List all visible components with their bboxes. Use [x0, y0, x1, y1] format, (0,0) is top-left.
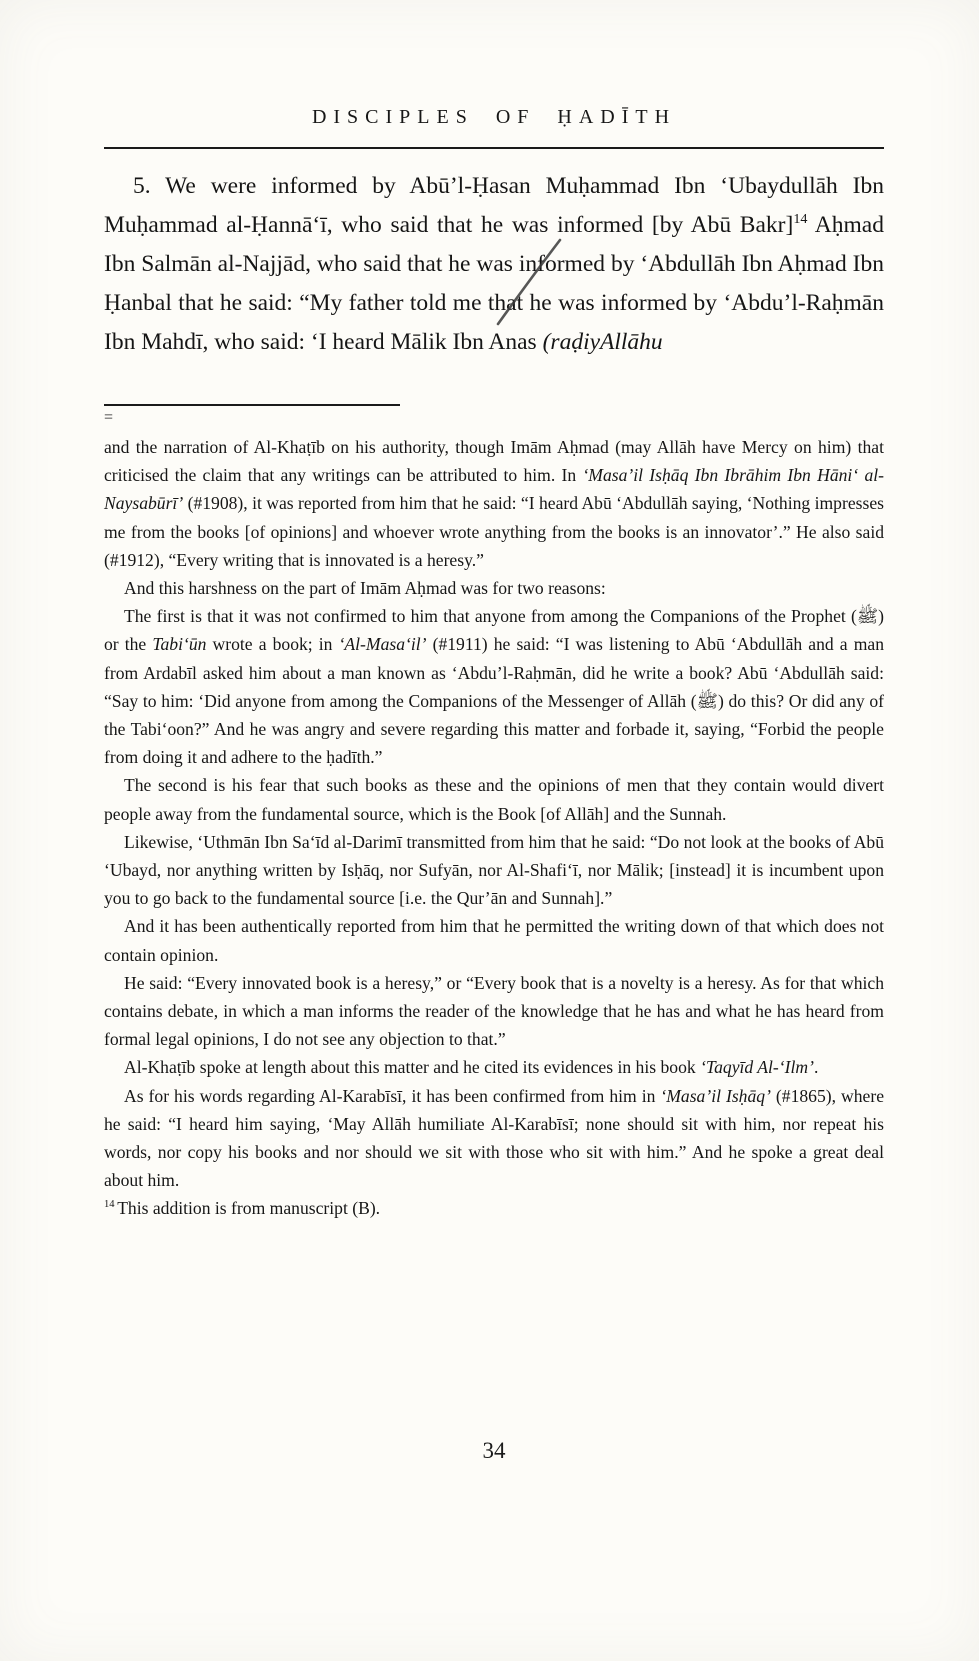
text-run: Al-Khaṭīb spoke at length about this matter and he cited its evidences in his book — [124, 1057, 701, 1078]
text-run: And it has been authentically reported from him that he permitted the writing down of that which does not contain opinion. — [104, 916, 884, 965]
text-run: Likewise, ‘Uthmān Ibn Sa‘īd al-Darimī transmitted from him that he said: “Do not look at the books of Abū ‘Ubayd, nor anything written by Isḥāq, nor Sufyān, nor Al-Shafi‘ī, nor Mālik; [instead] it is incumbent upon you to go back to the fundamental source [i.e. the Qur’ān and Sunnah].” — [104, 831, 884, 909]
text-run: This addition is from manuscript (B). — [117, 1198, 381, 1219]
running-header: DISCIPLES OF ḤADĪTH — [311, 106, 677, 128]
main-paragraph — [104, 167, 884, 362]
footnote-paragraph — [104, 1082, 884, 1195]
italic-title-run: ‘Masa’il Isḥāq Ibn Ibrāhim Ibn Hāni‘ al-Naysabūrī’ — [104, 465, 884, 514]
text-run: wrote a book; in — [206, 634, 339, 655]
footnote-reference: 14 — [793, 211, 808, 228]
header-rule — [104, 147, 884, 149]
text-run: and the narration of Al-Khaṭīb on his authority, though Imām Aḥmad (may Allāh have Mercy on him) that criticised the claim that any writings can be attributed to him. In — [104, 437, 884, 486]
text-run: The first is that it was not confirmed to him that anyone from among the Companions of the Prophet (ﷺ) or the — [104, 606, 884, 655]
footnote-paragraph — [104, 969, 884, 1054]
text-run: (#1911) he said: “I was listening to Abū ‘Abdullāh and a man from Ardabīl asked him about a man known as ‘Abdu’l-Raḥmān, did he write a book? Abū ‘Abdullāh said: “Say to him: ‘Did anyone from among the Companions of the Messenger of Allāh (ﷺ) do this? Or did any of the Tabi‘oon?” And he was angry and severe regarding this matter and forbade it, saying, “Forbid the people from doing it and adhere to the ḥadīth.” — [104, 634, 885, 768]
italic-title-run: (raḍiyAllāhu — [542, 329, 663, 355]
footnote-text — [104, 433, 884, 1223]
text-run: 5. We were informed by Abū’l-Ḥasan Muḥammad Ibn ‘Ubaydullāh Ibn Muḥammad al-Ḥannā‘ī, who said that he was informed [by Abū Bakr] — [104, 173, 884, 238]
italic-title-run: ‘Masa’il Isḥāq’ — [660, 1085, 771, 1106]
text-run: The second is his fear that such books as these and the opinions of men that they contain would divert people away from the fundamental source, which is the Book [of Allāh] and the Sunnah. — [104, 775, 884, 824]
footnote-paragraph — [104, 828, 884, 913]
text-run: As for his words regarding Al-Karabīsī, it has been confirmed from him in — [124, 1085, 661, 1106]
footnote-paragraph — [104, 912, 884, 968]
footnote-paragraph — [104, 771, 884, 827]
footnote-continuation-marker: = — [104, 409, 114, 426]
text-run: (#1865), where he said: “I heard him saying, ‘May Allāh humiliate Al-Karabīsī; none should sit with him, nor repeat his words, nor copy his books and nor should we sit with those who sit with him.” And he spoke a great deal about him. — [104, 1085, 884, 1191]
text-run: (#1908), it was reported from him that he said: “I heard Abū ‘Abdullāh saying, ‘Nothing impresses me from the books [of opinions] and whoever wrote anything from the books is an innovator’.” He also said (#1912), “Every writing that is innovated is a heresy.” — [104, 493, 884, 570]
text-run: Aḥmad Ibn Salmān al-Najjād, who said that he was informed by ‘Abdullāh Ibn Aḥmad Ibn Ḥanbal that he said: “My father told me that he was informed by ‘Abdu’l-Raḥmān Ibn Mahdī, who said: ‘I heard Mālik Ibn Anas — [104, 212, 884, 355]
italic-title-run: Tabi‘ūn — [152, 634, 207, 655]
italic-title-run: ‘Al-Masa‘il’ — [338, 634, 427, 655]
footnote-paragraph — [104, 574, 884, 602]
page-number: 34 — [482, 1438, 506, 1463]
footnote-paragraph — [104, 1053, 884, 1081]
text-run: And this harshness on the part of Imām Aḥmad was for two reasons: — [124, 578, 606, 599]
footnote-paragraph — [104, 433, 884, 574]
footnote-separator-rule — [104, 404, 400, 406]
footnote-paragraph — [104, 1194, 884, 1222]
main-text — [104, 167, 884, 362]
footnote-paragraph — [104, 602, 884, 771]
italic-title-run: ‘Taqyīd Al-‘Ilm’ — [700, 1057, 814, 1078]
footnote-reference: 14 — [104, 1199, 118, 1211]
text-run: He said: “Every innovated book is a heresy,” or “Every book that is a novelty is a heresy. As for that which contains debate, in which a man informs the reader of the knowledge that he has and what he has heard from formal legal opinions, I do not see any objection to that.” — [104, 972, 884, 1050]
text-run: . — [813, 1057, 819, 1078]
